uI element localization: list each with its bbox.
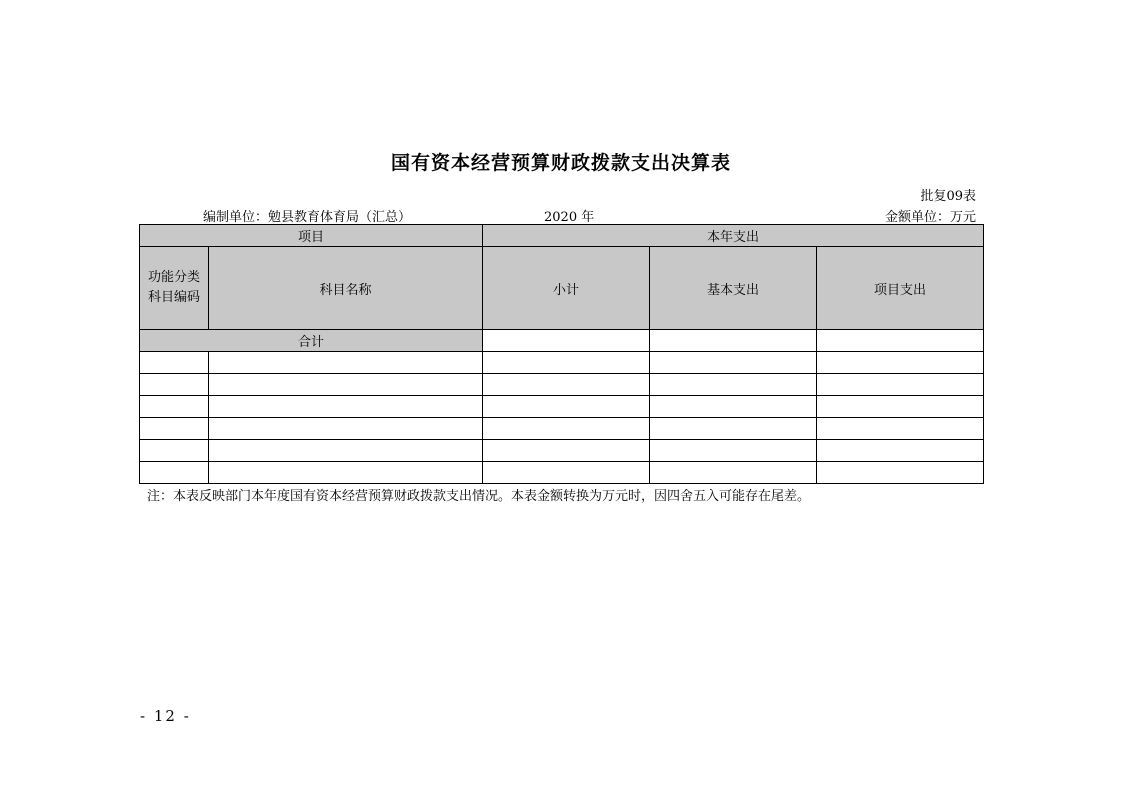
total-subtotal-cell <box>483 330 650 352</box>
header-code-line2: 科目编码 <box>147 290 200 305</box>
code-cell <box>140 396 209 418</box>
code-cell <box>140 374 209 396</box>
table-row <box>140 352 984 374</box>
header-current-year: 本年支出 <box>483 225 984 247</box>
project-cell <box>817 440 984 462</box>
basic-cell <box>650 374 817 396</box>
total-label: 合计 <box>140 330 483 352</box>
page-number: - 12 - <box>140 707 191 725</box>
header-item: 项目 <box>140 225 483 247</box>
project-cell <box>817 352 984 374</box>
name-cell <box>209 374 483 396</box>
total-project-cell <box>817 330 984 352</box>
table-row <box>140 440 984 462</box>
basic-cell <box>650 396 817 418</box>
project-cell <box>817 462 984 484</box>
money-unit: 金额单位：万元 <box>884 210 976 225</box>
table-row <box>140 396 984 418</box>
code-cell <box>140 462 209 484</box>
table-row <box>140 374 984 396</box>
basic-cell <box>650 462 817 484</box>
subtotal-cell <box>483 440 650 462</box>
report-year: 2020 年 <box>544 210 595 225</box>
header-project: 项目支出 <box>817 247 984 330</box>
name-cell <box>209 352 483 374</box>
subtotal-cell <box>483 462 650 484</box>
form-number: 批复09表 <box>920 189 976 204</box>
expenditure-table <box>139 224 984 484</box>
total-row <box>140 330 984 352</box>
header-basic: 基本支出 <box>650 247 817 330</box>
basic-cell <box>650 352 817 374</box>
table-row <box>140 418 984 440</box>
subtotal-cell <box>483 352 650 374</box>
header-code-line1: 功能分类 <box>147 270 200 285</box>
subtotal-cell <box>483 396 650 418</box>
project-cell <box>817 396 984 418</box>
subtotal-cell <box>483 374 650 396</box>
compiling-unit: 编制单位：勉县教育体育局（汇总） <box>203 210 412 225</box>
code-cell <box>140 440 209 462</box>
subtotal-cell <box>483 418 650 440</box>
basic-cell <box>650 418 817 440</box>
code-cell <box>140 418 209 440</box>
name-cell <box>209 418 483 440</box>
project-cell <box>817 374 984 396</box>
project-cell <box>817 418 984 440</box>
header-subtotal: 小计 <box>483 247 650 330</box>
page-title: 国有资本经营预算财政拨款支出决算表 <box>390 152 731 174</box>
table-note: 注：本表反映部门本年度国有资本经营预算财政拨款支出情况。本表金额转换为万元时，因四舍五入可能存在尾差。 <box>147 489 811 504</box>
total-basic-cell <box>650 330 817 352</box>
table-row <box>140 462 984 484</box>
header-name: 科目名称 <box>209 247 483 330</box>
name-cell <box>209 462 483 484</box>
basic-cell <box>650 440 817 462</box>
code-cell <box>140 352 209 374</box>
name-cell <box>209 440 483 462</box>
name-cell <box>209 396 483 418</box>
header-code <box>140 247 209 330</box>
